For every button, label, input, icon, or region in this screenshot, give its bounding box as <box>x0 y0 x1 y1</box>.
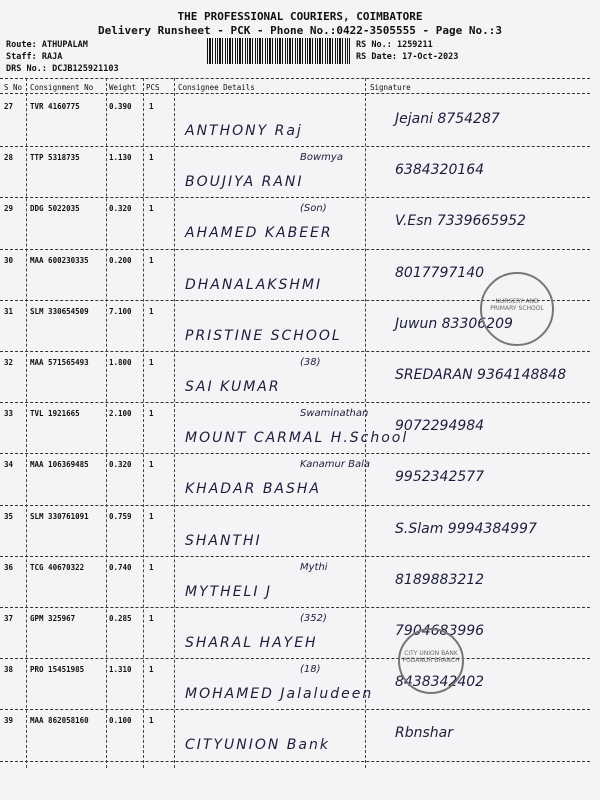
row-consignee-handwritten: MOUNT CARMAL H.School <box>185 430 409 447</box>
row-weight: 0.740 <box>109 562 132 572</box>
row-pcs: 1 <box>149 665 154 675</box>
row-weight: 0.200 <box>109 255 132 265</box>
rs-date-label: RS Date: <box>356 52 397 62</box>
row-divider <box>0 709 590 710</box>
row-sno: 37 <box>4 614 14 623</box>
company-title: THE PROFESSIONAL COURIERS, COIMBATORE <box>177 10 423 23</box>
row-consignment-no: TVL 1921665 <box>30 409 80 419</box>
row-sno: 31 <box>4 306 14 316</box>
row-divider <box>0 505 590 506</box>
row-consignment-no: DDG 5022035 <box>30 204 80 214</box>
row-sno: 32 <box>4 358 14 367</box>
row-note-handwritten: (38) <box>300 357 321 368</box>
rs-date-value: 17-Oct-2023 <box>402 52 459 62</box>
row-sno: 29 <box>4 204 14 214</box>
row-note-handwritten: Mythi <box>300 561 328 573</box>
header-rule <box>0 93 590 94</box>
row-divider <box>0 761 590 762</box>
row-pcs: 1 <box>149 614 154 623</box>
row-divider <box>0 146 590 147</box>
runsheet-subtitle: Delivery Runsheet - PCK - Phone No.:0422-3505555 - Page No.:3 <box>98 24 502 37</box>
row-sno: 30 <box>4 255 14 265</box>
row-signature-handwritten: 9072294984 <box>395 418 485 435</box>
row-consignee-handwritten: CITYUNION Bank <box>185 737 330 754</box>
row-consignment-no: MAA 600230335 <box>30 255 89 265</box>
row-weight: 2.100 <box>109 409 132 419</box>
row-consignee-handwritten: ANTHONY Raj <box>185 123 303 139</box>
bank-stamp <box>398 628 464 694</box>
row-divider <box>0 197 590 198</box>
row-signature-handwritten: 9952342577 <box>395 469 485 486</box>
row-pcs: 1 <box>149 306 154 316</box>
row-divider <box>0 351 590 352</box>
row-divider <box>0 658 590 659</box>
col-divider <box>106 78 107 768</box>
rs-no-line <box>356 40 433 50</box>
row-signature-handwritten: Rbnshar <box>395 725 453 742</box>
row-pcs: 1 <box>149 204 154 214</box>
row-pcs: 1 <box>149 102 154 111</box>
row-consignment-no: PRO 15451985 <box>30 665 85 675</box>
row-consignment-no: MAA 106369485 <box>30 460 89 470</box>
row-note-handwritten: Bowmya <box>300 152 343 164</box>
row-weight: 1.130 <box>109 153 132 163</box>
row-consignment-no: TCG 40670322 <box>30 562 85 572</box>
row-pcs: 1 <box>149 716 154 726</box>
row-signature-handwritten: V.Esn 7339665952 <box>395 213 526 230</box>
row-consignee-handwritten: PRISTINE SCHOOL <box>185 327 342 344</box>
row-signature-handwritten: 7904683996 <box>395 623 485 639</box>
col-divider <box>26 78 27 768</box>
row-consignment-no: GPM 325967 <box>30 614 76 623</box>
row-consignment-no: MAA 571565493 <box>30 358 89 367</box>
row-divider <box>0 453 590 454</box>
row-signature-handwritten: Jejani 8754287 <box>395 111 500 127</box>
barcode <box>207 38 350 64</box>
row-note-handwritten: (Son) <box>300 203 327 215</box>
row-pcs: 1 <box>149 153 154 163</box>
row-consignee-handwritten: KHADAR BASHA <box>185 481 321 498</box>
row-note-handwritten: Kanamur Bala <box>300 459 371 471</box>
row-signature-handwritten: SREDARAN 9364148848 <box>395 367 567 383</box>
row-weight: 1.800 <box>109 358 132 367</box>
rs-date-line <box>356 52 458 62</box>
row-consignment-no: SLM 330761091 <box>30 511 89 521</box>
row-consignment-no: SLM 330654509 <box>30 306 89 316</box>
drs-value: DCJB125921103 <box>52 64 119 74</box>
row-sno: 36 <box>4 562 14 572</box>
row-consignee-handwritten: AHAMED KABEER <box>185 225 333 242</box>
row-consignment-no: MAA 862058160 <box>30 716 89 726</box>
row-weight: 7.100 <box>109 306 132 316</box>
col-header-pcs: PCS <box>146 83 160 92</box>
row-sno: 27 <box>4 102 14 111</box>
row-weight: 0.100 <box>109 716 132 726</box>
drs-line <box>6 64 119 74</box>
row-divider <box>0 249 590 250</box>
row-divider <box>0 607 590 608</box>
row-note-handwritten: (18) <box>300 664 321 676</box>
row-consignment-no: TVR 4160775 <box>30 102 80 111</box>
row-weight: 0.320 <box>109 204 132 214</box>
row-pcs: 1 <box>149 562 154 572</box>
row-weight: 0.320 <box>109 460 132 470</box>
row-weight: 0.390 <box>109 102 132 111</box>
row-sno: 33 <box>4 409 14 419</box>
col-header-signature: Signature <box>370 83 411 92</box>
school-stamp <box>480 272 554 346</box>
drs-label: DRS No.: <box>6 64 47 74</box>
table-top-rule <box>0 78 590 79</box>
row-pcs: 1 <box>149 511 154 521</box>
col-divider <box>143 78 144 768</box>
row-sno: 35 <box>4 511 14 521</box>
row-consignee-handwritten: MYTHELI J <box>185 583 273 600</box>
route-line <box>6 40 88 50</box>
row-pcs: 1 <box>149 460 154 470</box>
bank-stamp-text: CITY UNION BANK PODANUR BRANCH <box>402 650 460 664</box>
rs-no-value: 1259211 <box>396 40 433 50</box>
staff-label: Staff: <box>6 52 37 62</box>
row-signature-handwritten: 6384320164 <box>395 162 485 179</box>
row-consignee-handwritten: BOUJIYA RANI <box>185 174 304 191</box>
route-value: ATHUPALAM <box>41 40 88 50</box>
row-signature-handwritten: 8189883212 <box>395 571 485 588</box>
row-consignment-no: TTP 5318735 <box>30 153 80 163</box>
row-pcs: 1 <box>149 255 154 265</box>
row-signature-handwritten: Juwun 83306209 <box>395 315 513 332</box>
row-note-handwritten: Swaminathan <box>300 408 369 420</box>
row-signature-handwritten: 8017797140 <box>395 264 485 281</box>
row-consignee-handwritten: SHARAL HAYEH <box>185 635 318 651</box>
row-consignee-handwritten: SHANTHI <box>185 532 262 549</box>
col-divider <box>174 78 175 768</box>
row-weight: 1.310 <box>109 665 132 675</box>
col-divider <box>365 78 366 768</box>
staff-line <box>6 52 62 62</box>
row-signature-handwritten: S.Slam 9994384997 <box>395 520 537 537</box>
row-consignee-handwritten: MOHAMED Jalaludeen <box>185 686 374 703</box>
row-divider <box>0 402 590 403</box>
row-divider <box>0 556 590 557</box>
row-weight: 0.759 <box>109 511 132 521</box>
row-sno: 34 <box>4 460 14 470</box>
row-weight: 0.285 <box>109 614 132 623</box>
col-header-consignee: Consignee Details <box>178 83 255 92</box>
staff-value: RAJA <box>41 52 63 62</box>
route-label: Route: <box>6 40 37 50</box>
row-sno: 39 <box>4 716 14 726</box>
row-sno: 38 <box>4 665 14 675</box>
col-header-weight: Weight <box>109 83 137 92</box>
school-stamp-text: NURSERY AND PRIMARY SCHOOL <box>490 298 544 312</box>
row-signature-handwritten: 8438342402 <box>395 674 485 691</box>
rs-no-label: RS No.: <box>356 40 392 50</box>
row-consignee-handwritten: DHANALAKSHMI <box>185 276 323 293</box>
col-header-sno: S No <box>4 83 23 92</box>
col-header-consignment: Consignment No <box>30 83 94 92</box>
row-pcs: 1 <box>149 358 154 367</box>
row-sno: 28 <box>4 153 14 163</box>
row-consignee-handwritten: SAI KUMAR <box>185 379 281 395</box>
row-pcs: 1 <box>149 409 154 419</box>
row-note-handwritten: (352) <box>300 613 327 624</box>
